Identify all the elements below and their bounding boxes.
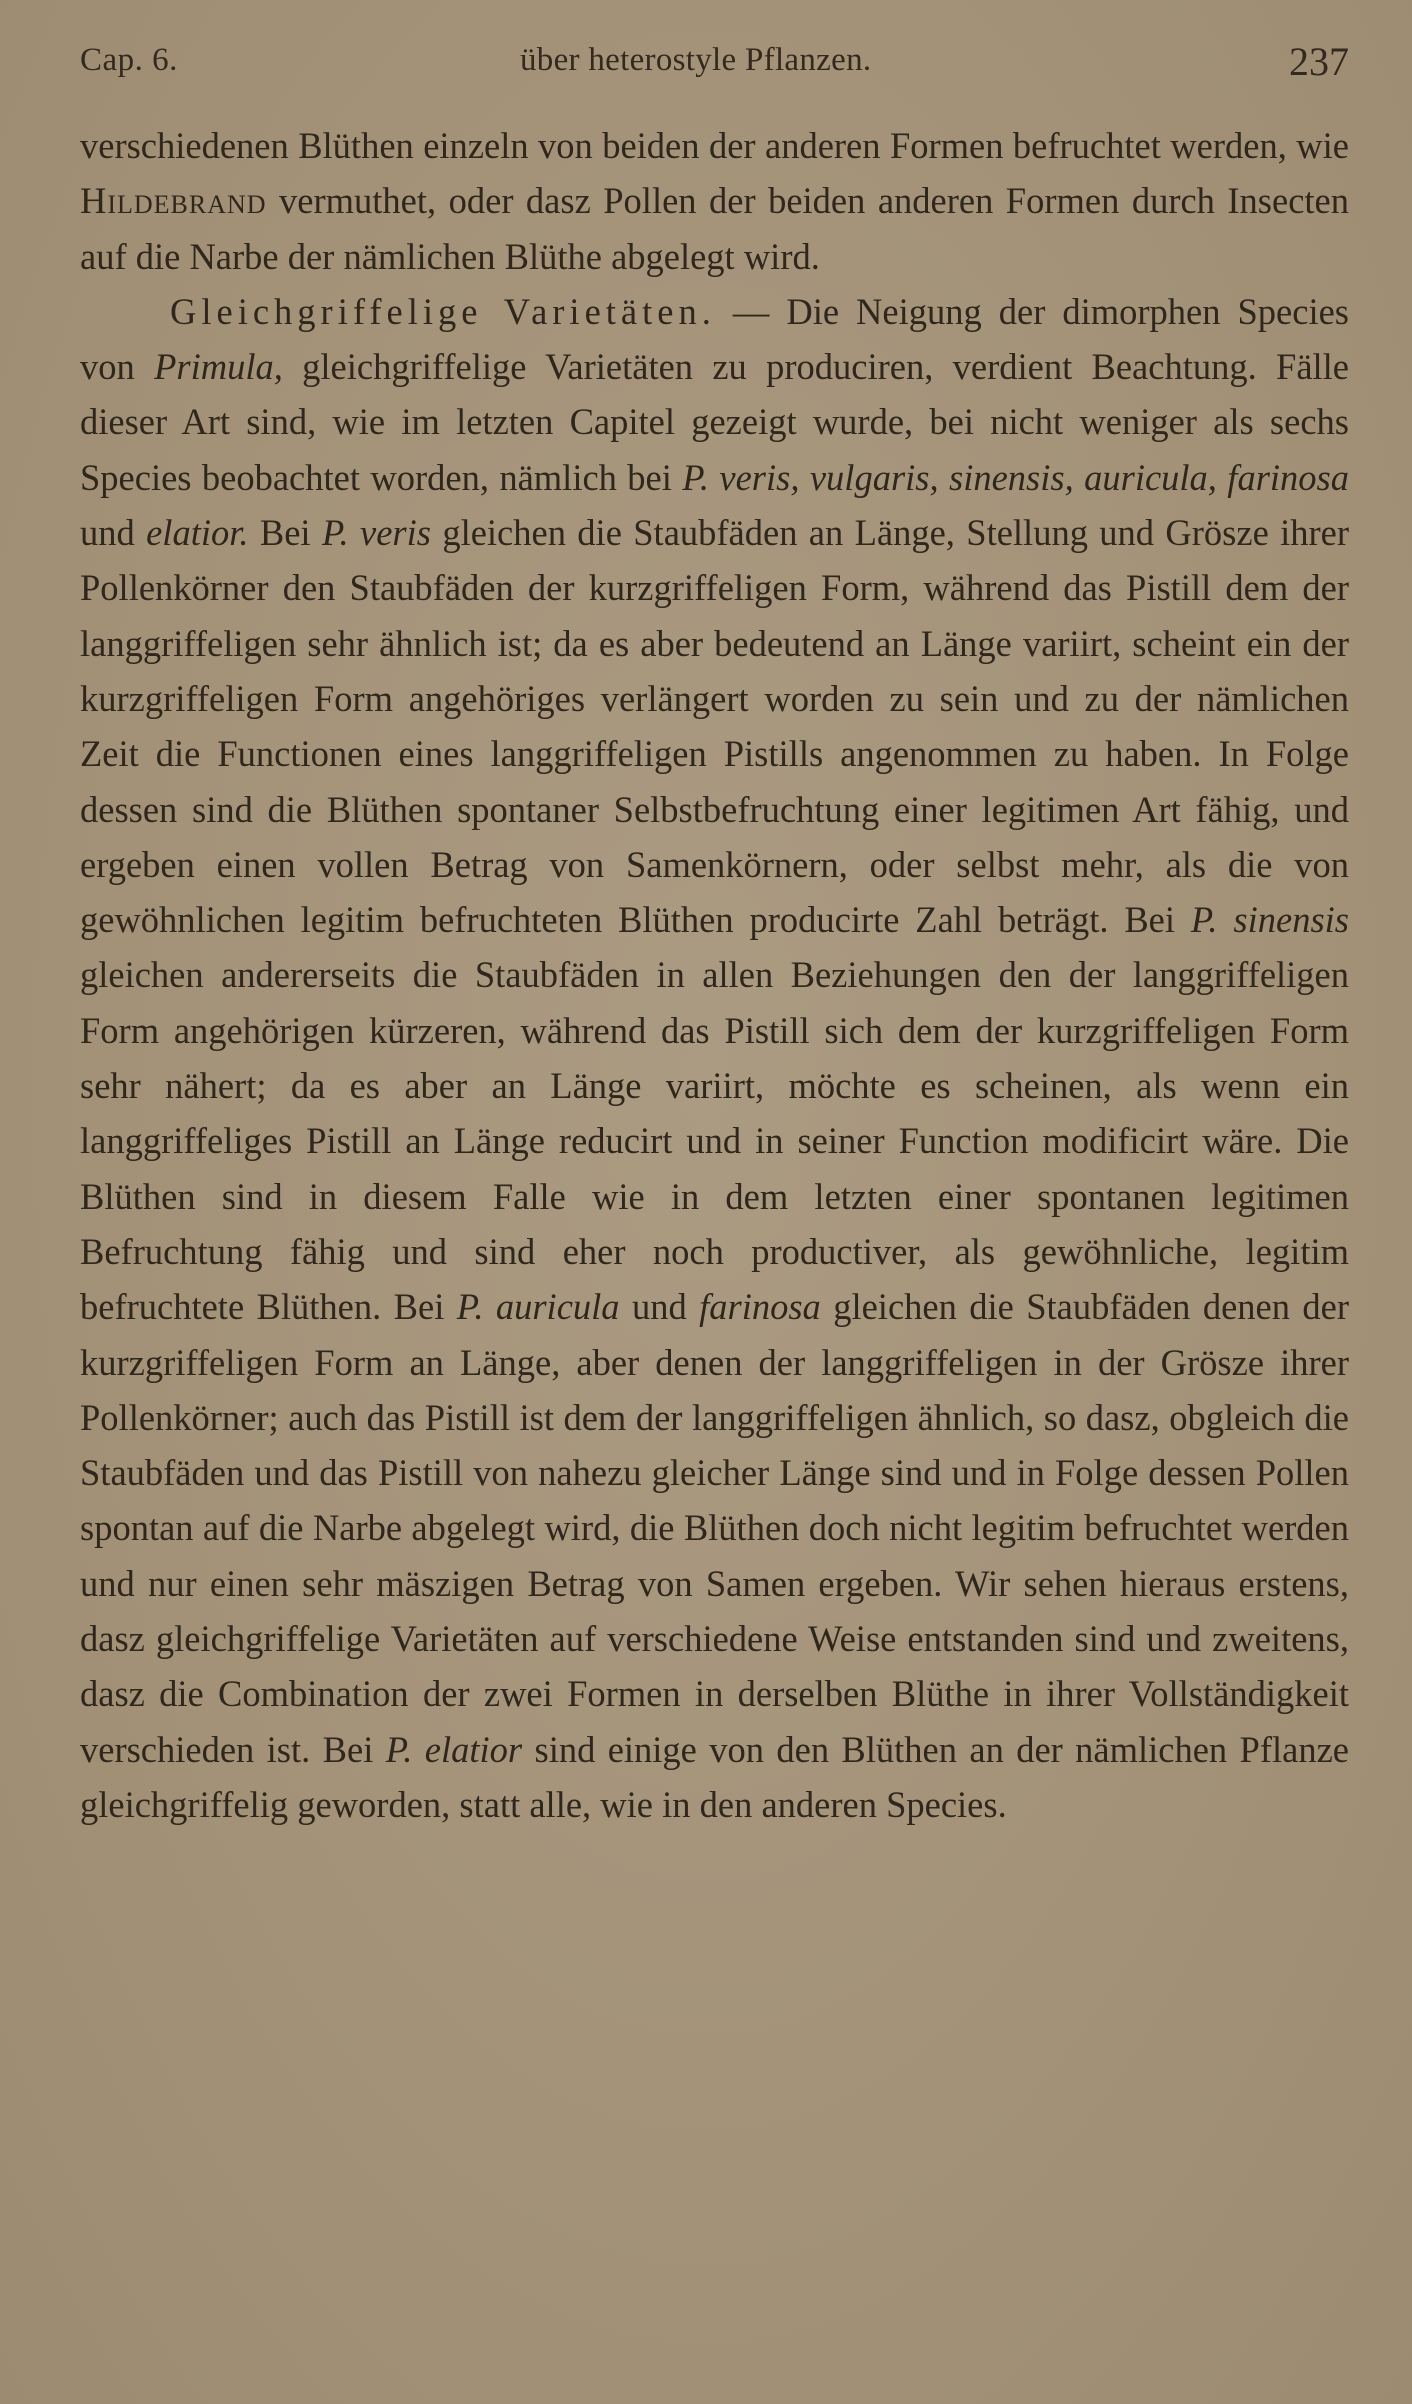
text-run: und: [80, 512, 147, 554]
text-run: gleichen die Staubfäden denen der kurzgriffeligen Form an Länge, aber denen der langgriffeligen in der Grösze ihrer Pollenkörner; auch das Pistill ist dem der langgriffeligen ähnlich, so dasz, obgleich die Staubfäden und das Pistill von nahezu gleicher Länge sind und in Folge dessen Pollen spontan auf die Narbe abgelegt wird, die Blüthen doch nicht legitim befruchtet werden und nur einen sehr mäszigen Betrag von Samen ergeben. Wir sehen hieraus erstens, dasz gleichgriffelige Varietäten auf verschiedene Weise entstanden sind und zweitens, dasz die Combination der zwei Formen in derselben Blüthe in ihrer Vollständigkeit verschieden ist. Bei: [80, 1286, 1349, 1770]
text-run: gleichen andererseits die Staubfäden in allen Beziehungen den der langgriffeligen Form angehörigen kürzeren, während das Pistill sich dem der kurzgriffeligen Form sehr nähert; da es aber an Länge variirt, möchte es scheinen, als wenn ein langgriffeliges Pistill an Länge reducirt und in seiner Function modificirt wäre. Die Blüthen sind in diesem Falle wie in dem letzten einer spontanen legitimen Befruchtung fähig und sind eher noch productiver, als gewöhnliche, legitim befruchtete Blüthen. Bei: [80, 954, 1349, 1328]
paragraph-1: [80, 118, 1349, 284]
text-run: und: [619, 1286, 700, 1328]
author-name: Hildebrand: [80, 180, 267, 222]
text-run: — Die Neigung der dimorphen Species von: [80, 290, 1349, 388]
page-number: 237: [1289, 39, 1349, 84]
text-run: sind einige von den Blüthen an der nämlichen Pflanze gleichgriffelig geworden, statt alle, wie in den anderen Species.: [80, 1728, 1349, 1825]
italic-run: P. elatior: [385, 1728, 523, 1770]
text-run: gleichen die Staubfäden an Länge, Stellung und Grösze ihrer Pollenkörner den Staubfäden der kurzgriffeligen Form, während das Pistill dem der langgriffeligen sehr ähnlich ist; da es aber bedeutend an Länge variirt, scheint ein der kurzgriffeligen Form angehöriges verlängert worden zu sein und zu der nämlichen Zeit die Functionen eines langgriffeligen Pistills angenommen zu haben. In Folge dessen sind die Blüthen spontaner Selbstbefruchtung einer legitimen Art fähig, und ergeben einen vollen Betrag von Samenkörnern, oder selbst mehr, als die von gewöhnlichen legitim befruchteten Blüthen producirte Zahl beträgt. Bei: [80, 512, 1350, 941]
italic-run: P. sinensis: [1190, 899, 1349, 941]
text-run: verschiedenen Blüthen einzeln von beiden der anderen Formen befruchtet werden, wie: [80, 125, 1349, 166]
text-run: Bei: [248, 512, 322, 554]
italic-run: P. veris: [321, 512, 431, 554]
section-heading: Gleichgriffelige Varietäten.: [170, 290, 716, 332]
italic-run: elatior.: [146, 512, 249, 554]
text-run: gleichgriffelige Varietäten zu produciren, verdient Beachtung. Fälle dieser Art sind, wie im letzten Capitel gezeigt wurde, bei nicht weniger als sechs Species beobachtet worden, nämlich bei: [80, 346, 1350, 498]
body-text: [80, 118, 1349, 1832]
running-header: [80, 38, 1349, 86]
chapter-label: Cap. 6.: [80, 42, 178, 78]
italic-run: P. veris, vulgaris, sinensis, auricula, farinosa: [682, 456, 1349, 498]
italic-run: farinosa: [699, 1286, 821, 1328]
italic-run: Primula,: [154, 346, 283, 388]
italic-run: P. auricula: [456, 1286, 620, 1328]
running-title: über heterostyle Pflanzen.: [520, 42, 872, 78]
paragraph-2: [80, 284, 1349, 1832]
text-run: vermuthet, oder dasz Pollen der beiden anderen Formen durch Insecten auf die Narbe der nämlichen Blüthe abgelegt wird.: [80, 180, 1349, 277]
